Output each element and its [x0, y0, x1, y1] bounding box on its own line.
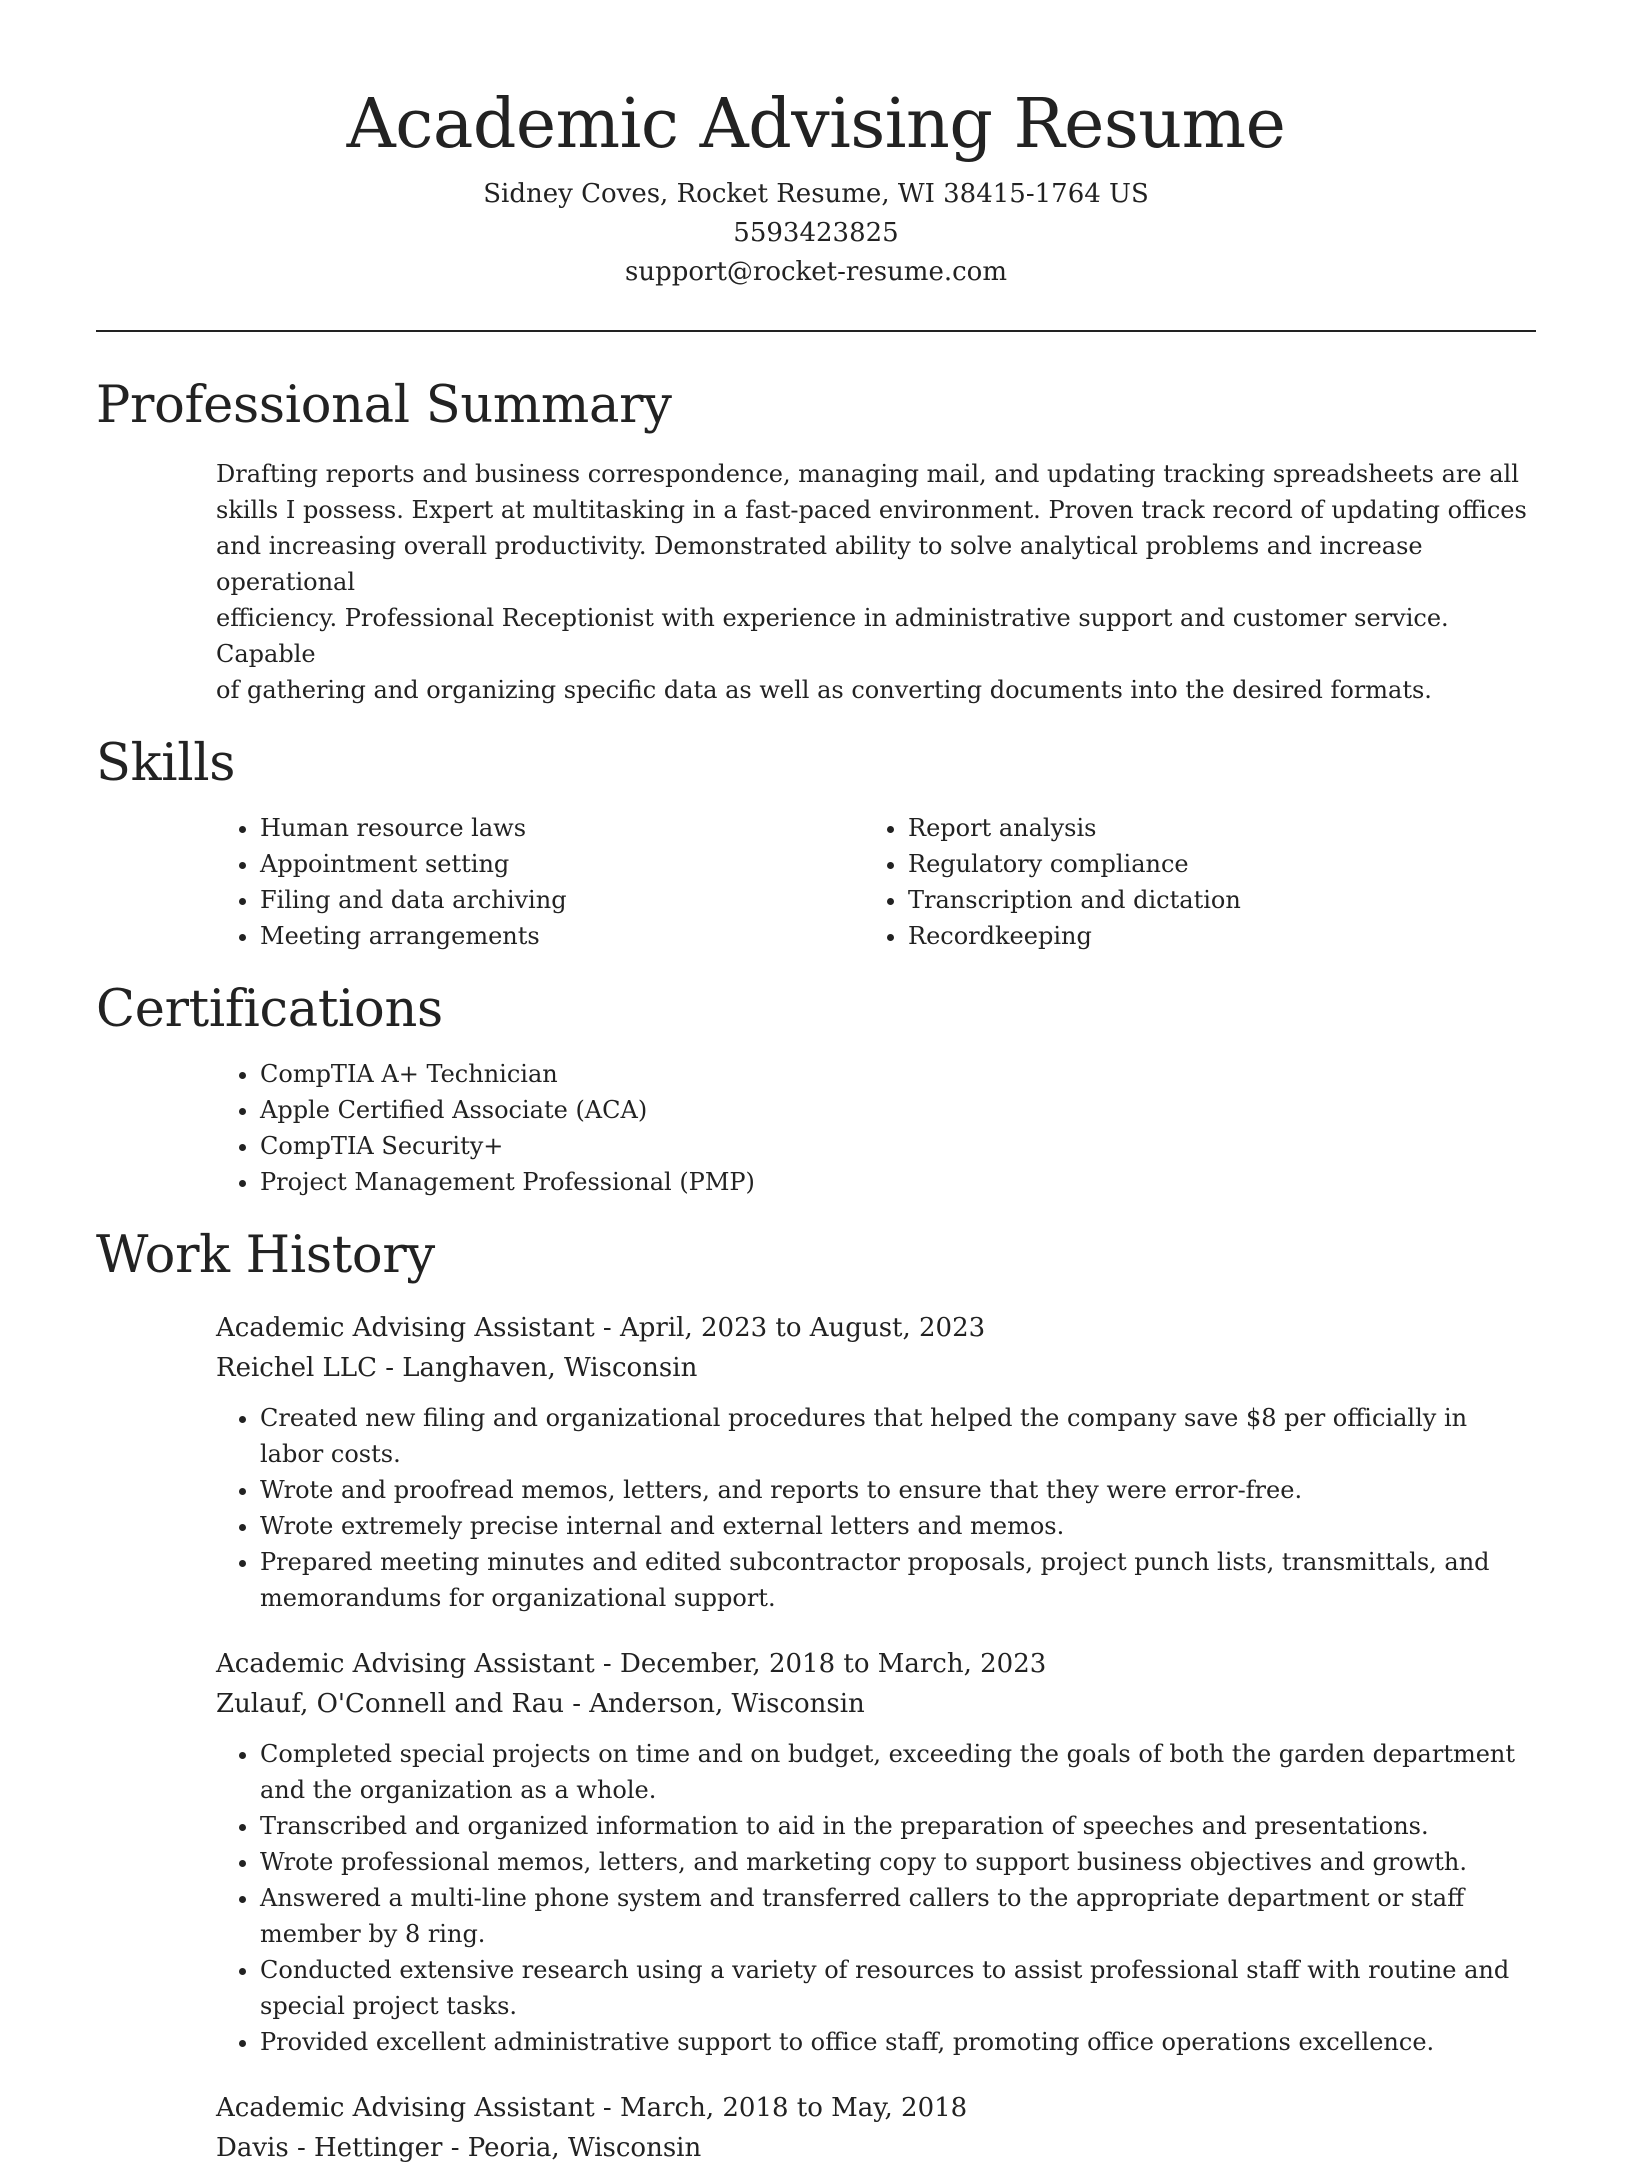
job-entry	[216, 1308, 1536, 1616]
skills-column-left	[96, 810, 746, 954]
contact-block	[96, 175, 1536, 292]
skill-item: • Recordkeeping	[908, 918, 1241, 954]
contact-address: Sidney Coves, Rocket Resume, WI 38415-1764 US	[483, 179, 1149, 209]
job-bullets	[216, 1400, 1536, 1616]
job-bullet: • Transcribed and organized information to aid in the preparation of speeches and presentations.	[260, 1808, 1536, 1844]
skill-item: • Human resource laws	[260, 810, 746, 846]
certification-item: • CompTIA A+ Technician	[260, 1056, 1536, 1092]
job-company-location: Davis - Hettinger - Peoria, Wisconsin	[216, 2133, 702, 2163]
job-bullet: • Prepared meeting minutes and edited subcontractor proposals, project punch lists, transmittals, and memorandums for organizational support.	[260, 1544, 1536, 1616]
job-bullet: • Completed special projects on time and on budget, exceeding the goals of both the garden department and the organization as a whole.	[260, 1736, 1536, 1808]
summary-heading: Professional Summary	[96, 376, 672, 435]
summary-line: Drafting reports and business correspondence, managing mail, and updating tracking spreadsheets are all	[216, 460, 1519, 488]
job-title-dates: Academic Advising Assistant - April, 2023 to August, 2023	[216, 1313, 986, 1343]
summary-line: of gathering and organizing specific data as well as converting documents into the desired formats.	[216, 676, 1432, 704]
summary-line: and increasing overall productivity. Demonstrated ability to solve analytical problems and increase operational	[216, 532, 1423, 596]
skill-item: • Transcription and dictation	[908, 882, 1241, 918]
skills-column-right	[746, 810, 1241, 954]
job-company-location: Reichel LLC - Langhaven, Wisconsin	[216, 1353, 698, 1383]
job-bullet: • Wrote and proofread memos, letters, and reports to ensure that they were error-free.	[260, 1472, 1536, 1508]
resume-title: Academic Advising Resume	[346, 85, 1286, 164]
job-company-location: Zulauf, O'Connell and Rau - Anderson, Wisconsin	[216, 1689, 865, 1719]
summary-line: efficiency. Professional Receptionist with experience in administrative support and customer service. Capable	[216, 604, 1449, 668]
job-title-dates: Academic Advising Assistant - December, 2018 to March, 2023	[216, 1649, 1047, 1679]
job-bullet: • Conducted extensive research using a variety of resources to assist professional staff with routine and special project tasks.	[260, 1952, 1536, 2024]
job-bullet: • Answered a multi-line phone system and transferred callers to the appropriate department or staff member by 8 ring.	[260, 1880, 1536, 1952]
skills-list	[96, 810, 1536, 954]
skill-item: • Meeting arrangements	[260, 918, 746, 954]
work-history-heading: Work History	[96, 1226, 435, 1285]
contact-email: support@rocket-resume.com	[624, 257, 1007, 287]
skill-item: • Appointment setting	[260, 846, 746, 882]
header-divider	[96, 330, 1536, 332]
job-bullet: • Wrote professional memos, letters, and marketing copy to support business objectives and growth.	[260, 1844, 1536, 1880]
skill-item: • Report analysis	[908, 810, 1241, 846]
contact-phone: 5593423825	[733, 218, 899, 248]
skills-heading: Skills	[96, 734, 236, 793]
skill-item: • Regulatory compliance	[908, 846, 1241, 882]
job-title-dates: Academic Advising Assistant - March, 2018 to May, 2018	[216, 2093, 968, 2123]
job-entry	[216, 1644, 1536, 2060]
job-bullet: • Provided excellent administrative support to office staff, promoting office operations excellence.	[260, 2024, 1536, 2060]
certification-item: • Apple Certified Associate (ACA)	[260, 1092, 1536, 1128]
certifications-heading: Certifications	[96, 980, 443, 1039]
certifications-list	[96, 1056, 1536, 1200]
summary-paragraph	[216, 456, 1536, 708]
skill-item: • Filing and data archiving	[260, 882, 746, 918]
certification-item: • CompTIA Security+	[260, 1128, 1536, 1164]
job-entry	[216, 2088, 1536, 2168]
job-bullets	[216, 1736, 1536, 2060]
summary-line: skills I possess. Expert at multitasking in a fast-paced environment. Proven track record of updating offices	[216, 496, 1527, 524]
certification-item: • Project Management Professional (PMP)	[260, 1164, 1536, 1200]
job-bullet: • Wrote extremely precise internal and external letters and memos.	[260, 1508, 1536, 1544]
job-bullet: • Created new filing and organizational procedures that helped the company save $8 per officially in labor costs.	[260, 1400, 1536, 1472]
resume-page	[96, 0, 1536, 2168]
